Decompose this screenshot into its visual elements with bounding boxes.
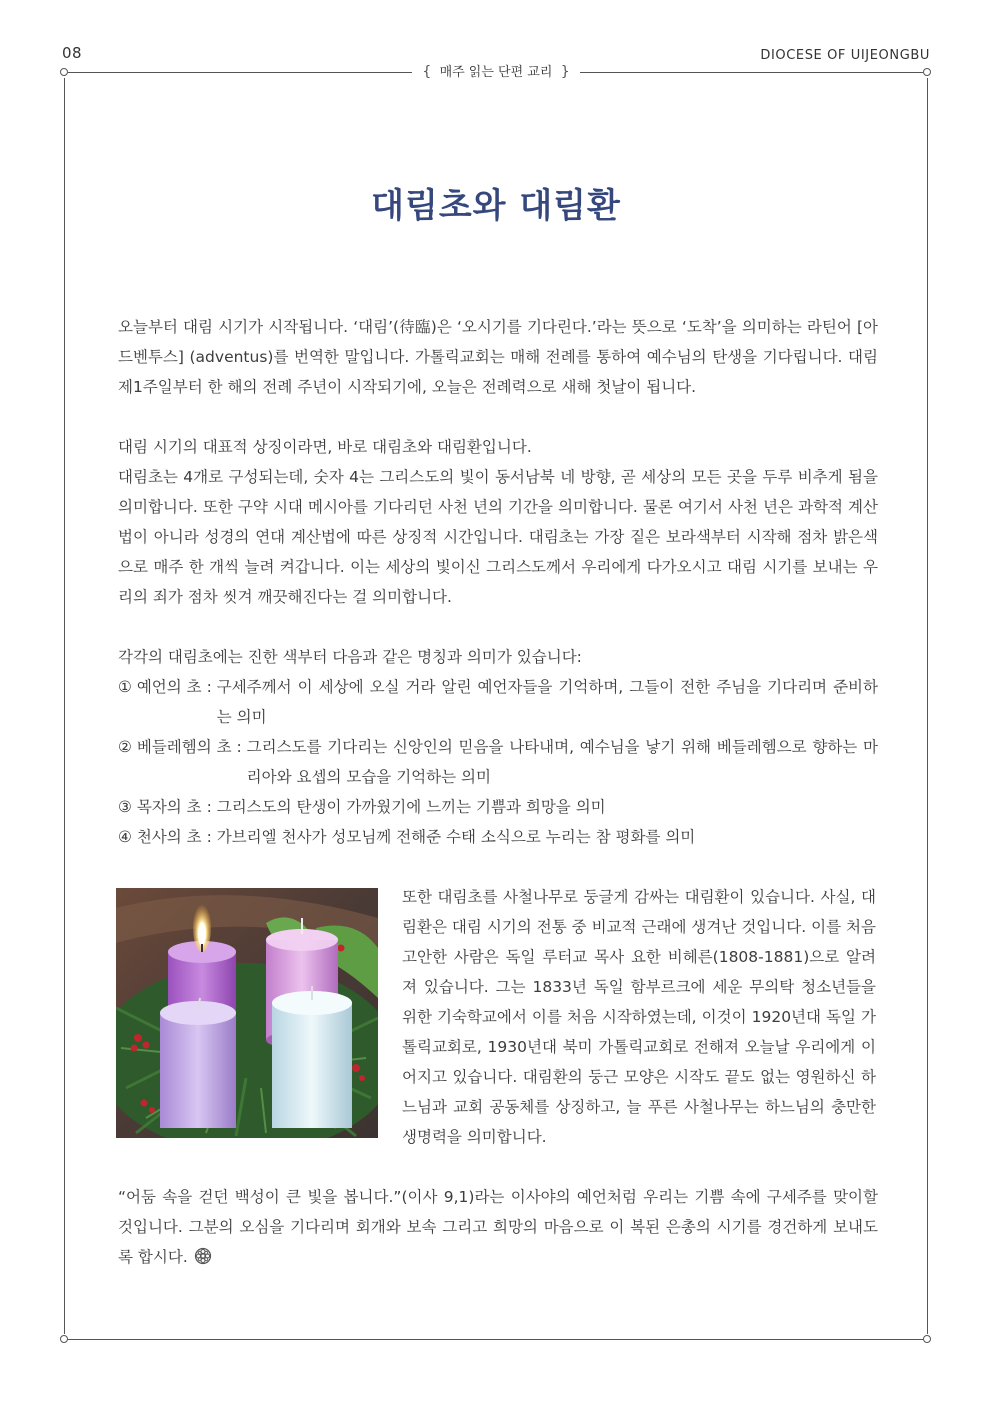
closing-text: “어둠 속을 걷던 백성이 큰 빛을 봅니다.”(이사 9,1)라는 이사야의 예언처럼 우리는 기쁨 속에 구세주를 맞이할 것입니다. 그분의 오심을 기다리며 회개와 보속 그리고 희망의 마음으로 이 복된 은총의 시기를 경건하게 보내도록 합시다. bbox=[118, 1188, 878, 1266]
candle-meaning: 가브리엘 천사가 성모님께 전해준 수태 소식으로 누리는 참 평화를 의미 bbox=[216, 828, 696, 846]
series-title: 매주 읽는 단편 교리 bbox=[439, 65, 553, 80]
paragraph-candle-meaning: 대림초는 4개로 구성되는데, 숫자 4는 그리스도의 빛이 동서남북 네 방향, 곧 세상의 모든 곳을 두루 비추게 됨을 의미합니다. 또한 구약 시대 메시아를 기다리던 사천 년의 기간을 의미합니다. 물론 여기서 사천 년은 과학적 계산법이 아니라 성경의 연대 계산법에 따른 상징적 시간입니다. 대림초는 가장 짙은 보라색부터 시작해 점차 밝은색으로 매주 한 개씩 늘려 켜갑니다. 이는 세상의 빛이신 그리스도께서 우리에게 다가오시고 대림 시기를 보내는 우리의 죄가 점차 씻겨 깨끗해진다는 걸 의미합니다. bbox=[118, 468, 878, 606]
diocese-name: DIOCESE OF UIJEONGBU bbox=[760, 48, 930, 63]
frame-right-line bbox=[927, 78, 928, 1334]
list-item bbox=[118, 822, 878, 852]
candle-list bbox=[118, 672, 878, 852]
list-item bbox=[118, 792, 878, 822]
frame-left-line bbox=[64, 78, 65, 1334]
rosette-end-icon bbox=[194, 1245, 212, 1275]
paragraph-intro: 오늘부터 대림 시기가 시작됩니다. ‘대림’(待臨)은 ‘오시기를 기다린다.’라는 뜻으로 ‘도착’을 의미하는 라틴어 [아드벤투스] (adventus)를 번역한 말입니다. 가톨릭교회는 매해 전례를 통하여 예수님의 탄생을 기다립니다. 대림 제1주일부터 한 해의 전례 주년이 시작되기에, 오늘은 전례력으로 새해 첫날이 됩니다. bbox=[118, 318, 878, 396]
paragraph-candle-names-intro: 각각의 대림초에는 진한 색부터 다음과 같은 명칭과 의미가 있습니다: bbox=[118, 648, 582, 666]
advent-wreath-photo bbox=[116, 888, 378, 1138]
candle-label: ③ 목자의 초 : bbox=[118, 798, 217, 816]
candle-label: ④ 천사의 초 : bbox=[118, 828, 217, 846]
candle-meaning: 그리스도를 기다리는 신앙인의 믿음을 나타내며, 예수님을 낳기 위해 베들레헴으로 향하는 마리아와 요셉의 모습을 기억하는 의미 bbox=[246, 738, 878, 786]
article-title: 대림초와 대림환 bbox=[371, 186, 621, 226]
frame-corner-ring bbox=[923, 1335, 931, 1343]
paragraph-symbols: 대림 시기의 대표적 상징이라면, 바로 대림초와 대림환입니다. bbox=[118, 438, 532, 456]
series-brace-close: } bbox=[560, 64, 570, 80]
list-item bbox=[118, 732, 878, 792]
advent-wreath-illustration bbox=[116, 888, 378, 1138]
candle-label: ① 예언의 초 : bbox=[118, 678, 217, 696]
candle-meaning: 구세주께서 이 세상에 오실 거라 알린 예언자들을 기억하며, 그들이 전한 주님을 기다리며 준비하는 의미 bbox=[216, 678, 878, 726]
candle-label: ② 베들레헴의 초 : bbox=[118, 738, 247, 756]
page-number: 08 bbox=[62, 44, 83, 62]
series-brace-open: { bbox=[422, 64, 432, 80]
paragraph-candles bbox=[118, 432, 878, 612]
candle-meaning: 그리스도의 탄생이 가까웠기에 느끼는 기쁨과 희망을 의미 bbox=[216, 798, 606, 816]
frame-bottom-line bbox=[68, 1339, 923, 1340]
series-label bbox=[0, 61, 992, 80]
frame-corner-ring bbox=[60, 1335, 68, 1343]
paragraph-closing bbox=[118, 1182, 878, 1275]
list-item bbox=[118, 672, 878, 732]
paragraph-wreath: 또한 대림초를 사철나무로 둥글게 감싸는 대림환이 있습니다. 사실, 대림환은 대림 시기의 전통 중 비교적 근래에 생겨난 것입니다. 이를 처음 고안한 사람은 독일 루터교 목사 요한 비헤른(1808-1881)으로 알려져 있습니다. 그는 1833년 독일 함부르크에 세운 무의탁 청소년들을 위한 기숙학교에서 이를 처음 시작하였는데, 이것이 1920년대 독일 가톨릭교회로, 1930년대 북미 가톨릭교회로 전해져 오늘날 우리에게 이어지고 있습니다. 대림환의 둥근 모양은 시작도 끝도 없는 영원하신 하느님과 교회 공동체를 상징하고, 늘 푸른 사철나무는 하느님의 충만한 생명력을 의미합니다. bbox=[402, 888, 876, 1146]
